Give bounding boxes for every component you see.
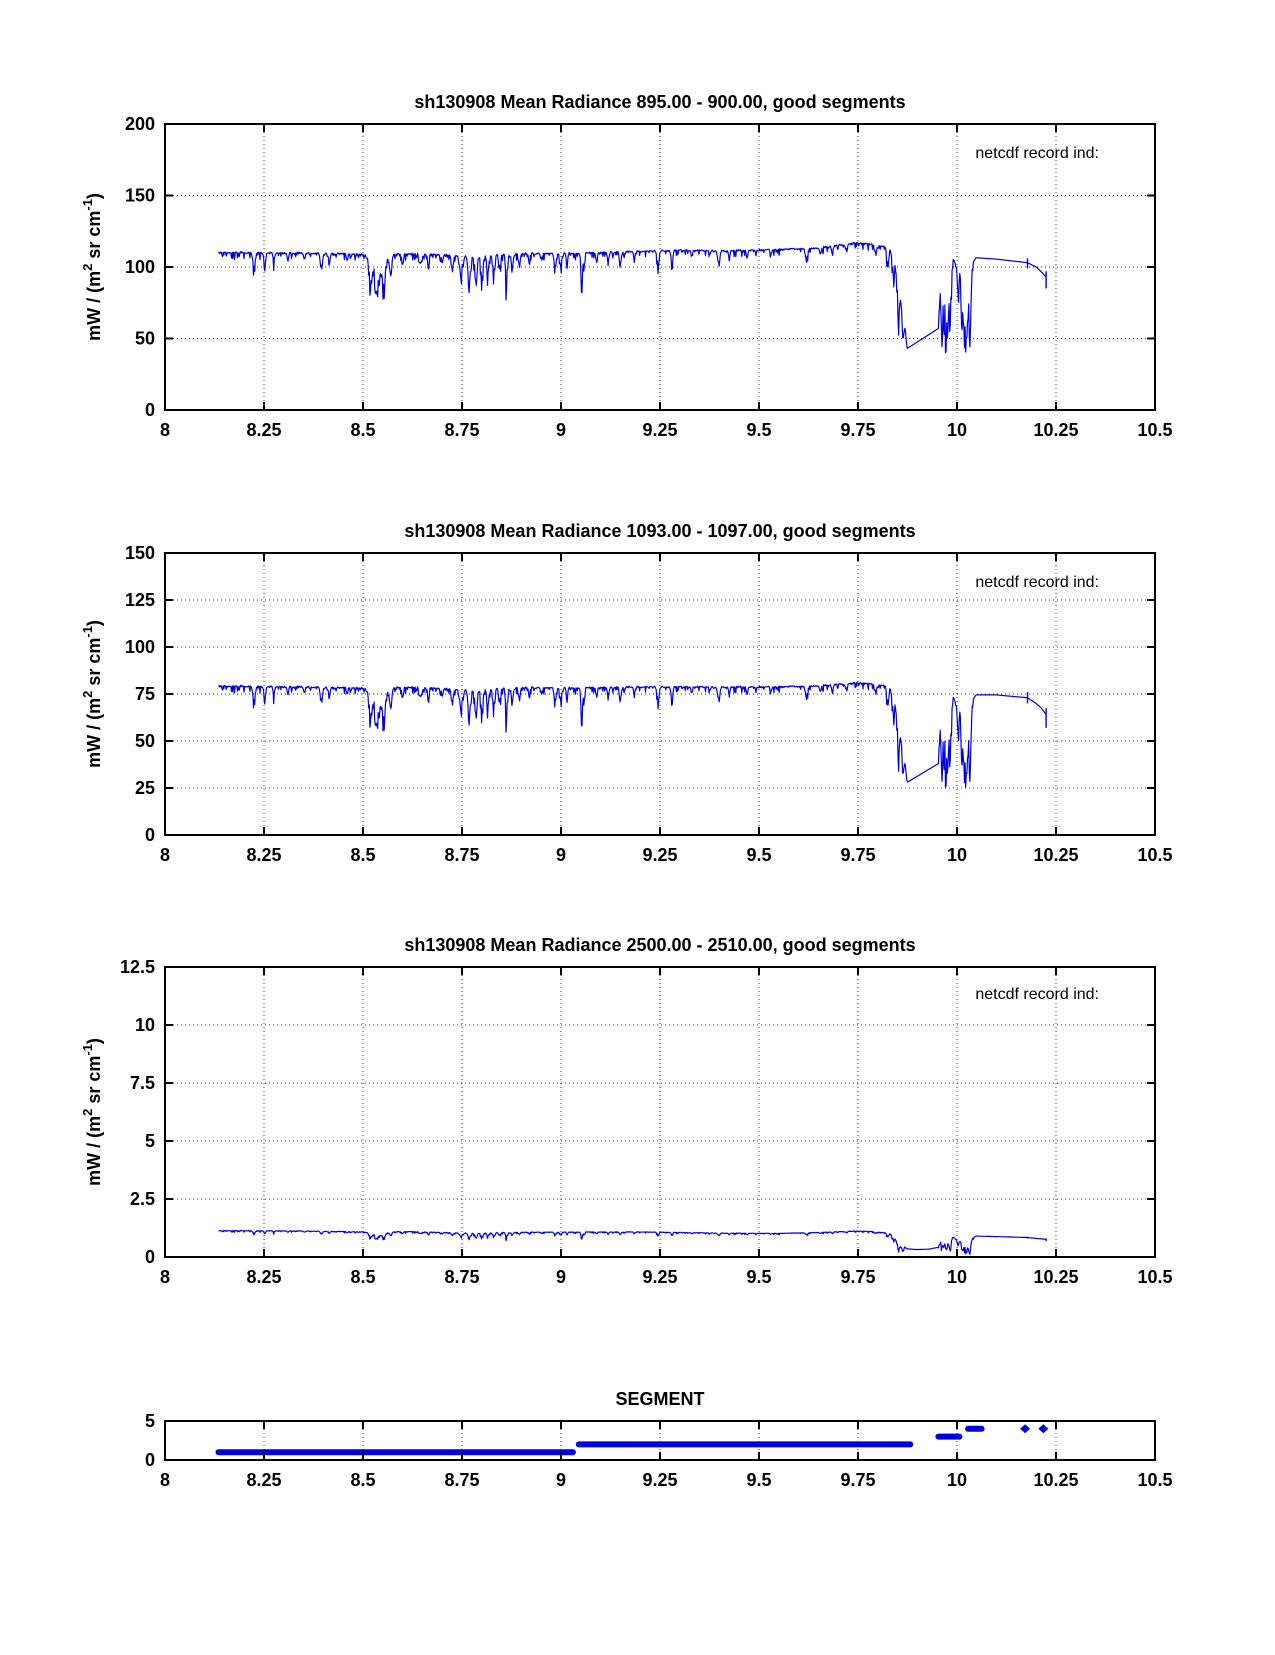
segment-point-marker (1020, 1424, 1030, 1433)
x-tick-label: 9.5 (746, 1470, 772, 1490)
radiance-plot-1093-1097 (80, 521, 1173, 865)
radiance-trace (219, 1231, 1046, 1255)
x-tick-label: 9 (555, 420, 567, 440)
x-tick-label: 10.25 (1033, 845, 1079, 865)
y-tick-label: 100 (124, 257, 155, 277)
data-series (219, 242, 1047, 353)
y-tick-label: 7.5 (129, 1073, 155, 1093)
radiance-trace (219, 242, 1046, 353)
tick-labels (125, 543, 1173, 865)
plot-area (145, 1411, 1173, 1490)
y-tick-label: 0 (144, 825, 155, 845)
y-axis-label: mW / ($m^2$ sr $cm^{-1}$) (80, 193, 104, 341)
y-tick-label: 0 (144, 400, 155, 420)
y-tick-label: 0 (144, 1247, 155, 1267)
y-tick-label: 150 (124, 185, 155, 206)
x-tick-label: 9.25 (642, 1470, 678, 1490)
x-tick-label: 8.75 (444, 845, 480, 865)
plot-title: SEGMENT (615, 1389, 705, 1409)
y-tick-label: 5 (144, 1131, 155, 1151)
radiance-trace (219, 682, 1046, 787)
plot-title: sh130908 Mean Radiance 2500.00 - 2510.00, good segments (404, 935, 916, 955)
y-axis-label: mW / ($m^2$ sr $cm^{-1}$) (80, 620, 104, 768)
y-tick-label: 150 (124, 543, 155, 563)
x-tick-label: 8 (159, 1470, 171, 1490)
x-tick-label: 10.5 (1137, 845, 1173, 865)
x-tick-label: 10.25 (1033, 420, 1079, 440)
x-tick-label: 9.25 (642, 420, 678, 440)
x-tick-label: 10.25 (1033, 1470, 1079, 1490)
x-tick-label: 9.75 (840, 420, 876, 440)
grid-lines (165, 124, 1155, 410)
x-tick-label: 8 (159, 420, 171, 440)
x-tick-label: 10.25 (1033, 1267, 1079, 1287)
x-tick-label: 8.5 (350, 420, 376, 440)
x-tick-label: 10.5 (1137, 1267, 1173, 1287)
tick-labels (125, 114, 1173, 440)
netcdf-record-label: netcdf record ind: (975, 145, 1099, 162)
y-tick-label: 75 (134, 684, 155, 704)
y-tick-label: 100 (124, 637, 155, 657)
x-tick-label: 8 (159, 845, 171, 865)
x-tick-label: 8.75 (444, 1470, 480, 1490)
x-tick-label: 8.75 (444, 420, 480, 440)
y-tick-label: 125 (124, 590, 155, 610)
y-tick-label: 50 (134, 328, 155, 349)
x-tick-label: 8.5 (350, 845, 376, 865)
x-tick-label: 9 (555, 1470, 567, 1490)
x-tick-label: 9.25 (642, 1267, 678, 1287)
data-series (219, 682, 1047, 787)
grid-lines (165, 967, 1155, 1257)
x-tick-label: 10 (946, 845, 968, 865)
x-tick-label: 10.5 (1137, 420, 1173, 440)
x-tick-label: 9 (555, 845, 567, 865)
x-tick-label: 8 (159, 1267, 171, 1287)
x-tick-label: 8.75 (444, 1267, 480, 1287)
data-series (219, 1231, 1047, 1255)
y-axis-label: mW / ($m^2$ sr $cm^{-1}$) (80, 1038, 104, 1186)
netcdf-record-label: netcdf record ind: (975, 574, 1099, 591)
radiance-plot-895-900 (80, 92, 1173, 440)
x-tick-label: 9.5 (746, 845, 772, 865)
y-tick-label: 12.5 (119, 957, 155, 977)
x-tick-label: 9.25 (642, 845, 678, 865)
y-tick-label: 0 (144, 1450, 155, 1470)
y-tick-label: 50 (134, 731, 155, 751)
x-tick-label: 9.75 (840, 845, 876, 865)
x-tick-label: 9 (555, 1267, 567, 1287)
x-tick-label: 10 (946, 1470, 968, 1490)
netcdf-record-label: netcdf record ind: (975, 986, 1099, 1003)
x-tick-label: 9.5 (746, 420, 772, 440)
x-tick-label: 9.5 (746, 1267, 772, 1287)
plot-area (125, 114, 1173, 440)
plot-title: sh130908 Mean Radiance 895.00 - 900.00, good segments (414, 92, 906, 112)
y-tick-label: 25 (134, 778, 155, 798)
y-tick-label: 5 (144, 1411, 155, 1431)
x-tick-label: 8.5 (350, 1470, 376, 1490)
radiance-plot-2500-2510 (80, 935, 1173, 1287)
segment-point-marker (1038, 1424, 1048, 1433)
grid-lines (165, 553, 1155, 835)
x-tick-label: 8.25 (246, 845, 282, 865)
x-tick-label: 8.25 (246, 1267, 282, 1287)
data-series (219, 1424, 1049, 1452)
plot-area (120, 957, 1173, 1287)
y-tick-label: 2.5 (129, 1189, 155, 1209)
x-tick-label: 10 (946, 420, 968, 440)
x-tick-label: 8.25 (246, 1470, 282, 1490)
y-tick-label: 200 (124, 114, 155, 134)
x-tick-label: 10.5 (1137, 1470, 1173, 1490)
x-tick-label: 9.75 (840, 1470, 876, 1490)
x-tick-label: 9.75 (840, 1267, 876, 1287)
x-tick-label: 10 (946, 1267, 968, 1287)
plot-title: sh130908 Mean Radiance 1093.00 - 1097.00, good segments (404, 521, 916, 541)
segment-plot (145, 1389, 1173, 1490)
x-tick-label: 8.5 (350, 1267, 376, 1287)
plot-area (125, 543, 1173, 865)
y-tick-label: 10 (134, 1015, 155, 1035)
x-tick-label: 8.25 (246, 420, 282, 440)
